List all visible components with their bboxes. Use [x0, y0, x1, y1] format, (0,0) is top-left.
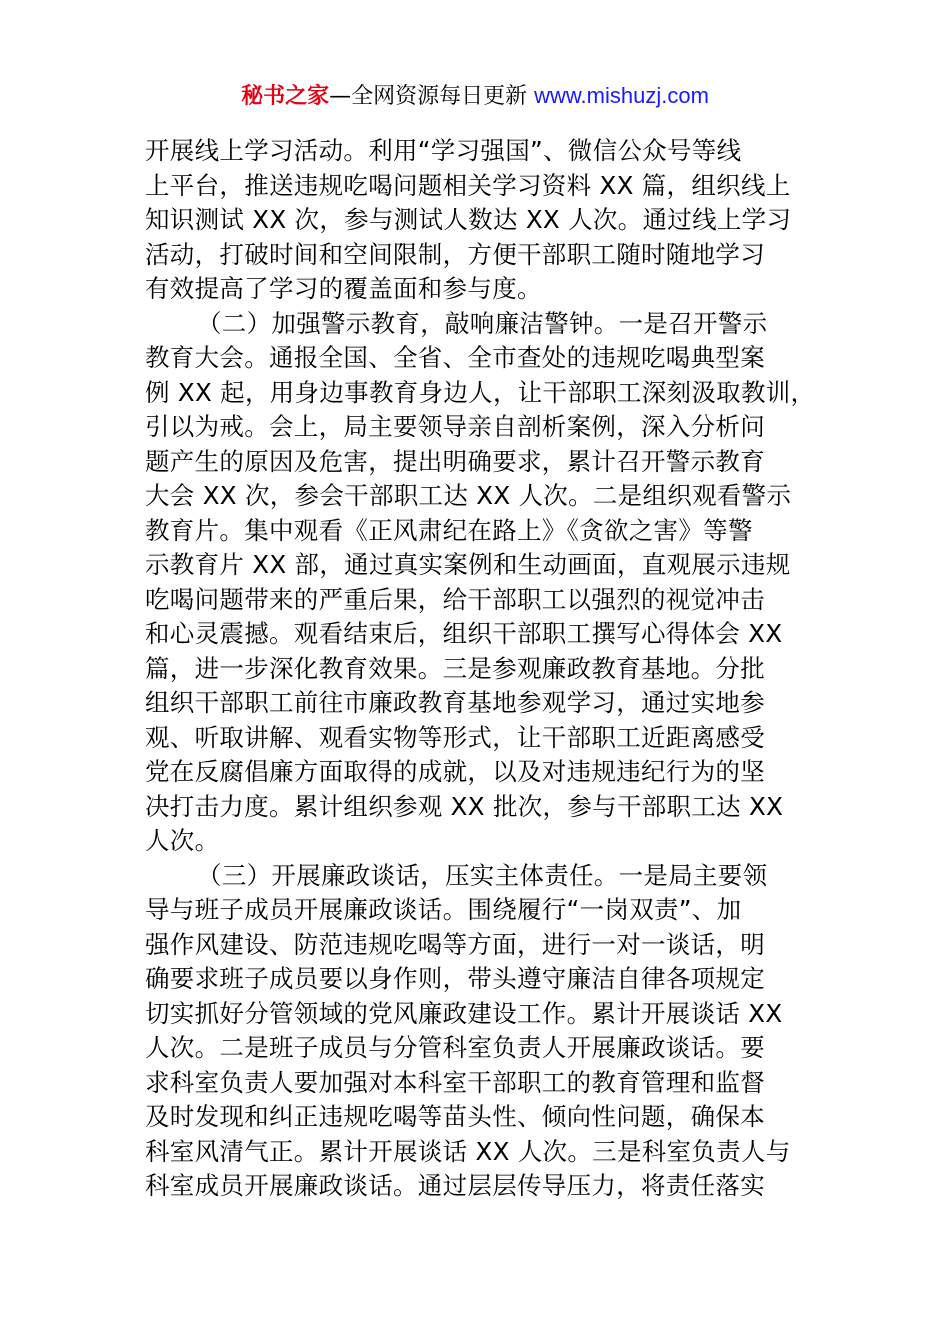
text-line: 确要求班子成员要以身作则，带头遵守廉洁自律各项规定 [145, 964, 765, 993]
text-line: 求科室负责人要加强对本科室干部职工的教育管理和监督 [145, 1067, 765, 1097]
text-line: 和心灵震撼。观看结束后，组织干部职工撰写心得体会 XX [145, 619, 783, 648]
page-header [0, 80, 950, 113]
text-line: 吃喝问题带来的严重后果，给干部职工以强烈的视觉冲击 [145, 584, 765, 614]
text-line: 党在反腐倡廉方面取得的成就，以及对违规违纪行为的坚 [145, 757, 765, 786]
text-line: 大会 XX 次，参会干部职工达 XX 人次。二是组织观看警示 [145, 481, 792, 510]
text-line: 决打击力度。累计组织参观 XX 批次，参与干部职工达 XX [145, 791, 784, 821]
text-line: 上平台，推送违规吃喝问题相关学习资料 XX 篇，组织线上 [145, 170, 791, 200]
section-heading-line: （二）加强警示教育，敲响廉洁警钟。一是召开警示 [197, 308, 768, 338]
document-body [145, 134, 815, 1204]
text-line: 科室成员开展廉政谈话。通过层层传导压力，将责任落实 [145, 1171, 765, 1200]
text-line: 活动，打破时间和空间限制，方便干部职工随时随地学习 [145, 239, 765, 269]
text-line: 篇，进一步深化教育效果。三是参观廉政教育基地。分批 [145, 653, 765, 683]
text-line: 引以为戒。会上，局主要领导亲自剖析案例，深入分析问 [145, 412, 765, 441]
text-line: 观、听取讲解、观看实物等形式，让干部职工近距离感受 [145, 722, 765, 752]
section-heading-line: （三）开展廉政谈话，压实主体责任。一是局主要领 [197, 860, 768, 890]
site-tagline: —全网资源每日更新 [329, 84, 535, 109]
text-line: 组织干部职工前往市廉政教育基地参观学习，通过实地参 [145, 688, 765, 717]
text-line: 知识测试 XX 次，参与测试人数达 XX 人次。通过线上学习 [145, 205, 792, 234]
text-line: 例 XX 起，用身边事教育身边人，让干部职工深刻汲取教训， [145, 377, 816, 407]
text-line: 示教育片 XX 部，通过真实案例和生动画面，直观展示违规 [145, 550, 791, 579]
text-line: 导与班子成员开展廉政谈话。围绕履行“一岗双责”、加 [145, 895, 742, 924]
text-line: 题产生的原因及危害，提出明确要求，累计召开警示教育 [145, 446, 765, 476]
text-line: 科室风清气正。累计开展谈话 XX 人次。三是科室负责人与 [145, 1136, 791, 1166]
text-line: 有效提高了学习的覆盖面和参与度。 [145, 274, 542, 303]
text-line: 强作风建设、防范违规吃喝等方面，进行一对一谈话，明 [145, 929, 765, 959]
text-line: 及时发现和纠正违规吃喝等苗头性、倾向性问题，确保本 [145, 1102, 765, 1131]
text-line: 教育大会。通报全国、全省、全市查处的违规吃喝典型案 [145, 343, 765, 372]
site-url-link[interactable]: www.mishuzj.com [534, 83, 709, 108]
text-line: 教育片。集中观看《正风肃纪在路上》《贪欲之害》等警 [145, 515, 753, 545]
text-line: 人次。二是班子成员与分管科室负责人开展廉政谈话。要 [145, 1033, 765, 1062]
text-line: 开展线上学习活动。利用“学习强国”、微信公众号等线 [145, 136, 742, 165]
site-brand: 秘书之家 [241, 84, 330, 109]
text-line: 切实抓好分管领域的党风廉政建设工作。累计开展谈话 XX [145, 998, 783, 1028]
text-line: 人次。 [145, 826, 220, 855]
